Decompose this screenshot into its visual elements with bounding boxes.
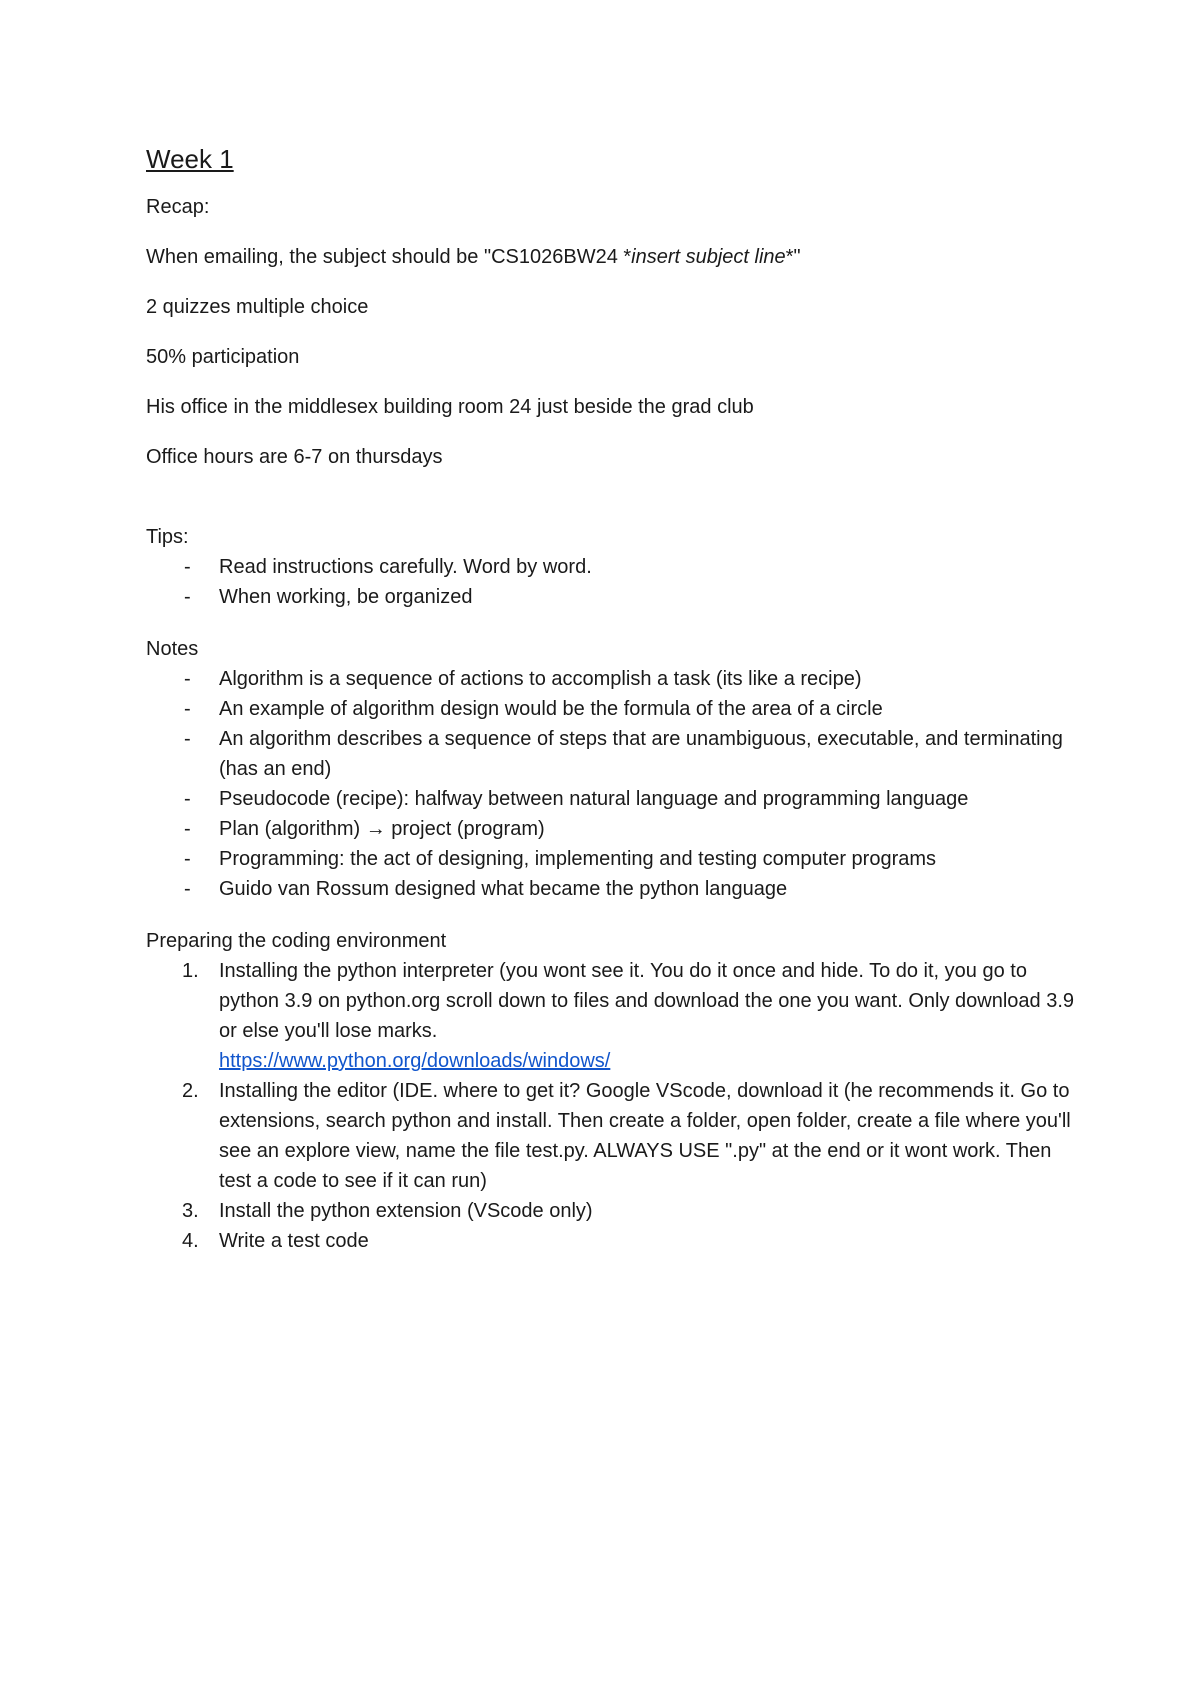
list-item (146, 874, 1076, 904)
list-item-text: Plan (algorithm) → project (program) (219, 818, 545, 840)
recap-item: Office hours are 6-7 on thursdays (146, 446, 443, 468)
dash-marker: - (184, 556, 191, 578)
list-item (146, 956, 1076, 1076)
list-item (146, 724, 1076, 784)
dash-marker: - (184, 698, 191, 720)
dash-marker: - (184, 788, 191, 810)
dash-marker: - (184, 878, 191, 900)
list-item (146, 1076, 1076, 1196)
list-item-text: Guido van Rossum designed what became the python language (219, 878, 788, 900)
python-downloads-link[interactable]: https://www.python.org/downloads/windows/ (219, 1050, 611, 1072)
list-item (146, 582, 1076, 612)
list-item-text: Read instructions carefully. Word by word. (219, 556, 592, 578)
notes-label: Notes (146, 638, 199, 660)
recap-item: 2 quizzes multiple choice (146, 296, 369, 318)
recap-item: 50% participation (146, 346, 300, 368)
recap-label: Recap: (146, 196, 210, 218)
list-item (146, 814, 1076, 844)
email-italic: insert subject line (631, 246, 786, 268)
env-list (146, 956, 1076, 1256)
list-item-text: Install the python extension (VScode only) (219, 1200, 593, 1222)
list-item-text: An algorithm describes a sequence of steps that are unambiguous, executable, and terminating (has an end) (219, 728, 1063, 780)
list-item (146, 784, 1076, 814)
tips-list (146, 552, 1076, 612)
document-page (146, 142, 1076, 1256)
list-number: 4. (182, 1230, 199, 1252)
page-title: Week 1 (146, 144, 234, 174)
list-item (146, 664, 1076, 694)
tips-label: Tips: (146, 526, 189, 548)
list-item-text: When working, be organized (219, 586, 473, 608)
list-number: 2. (182, 1080, 199, 1102)
list-item-text: An example of algorithm design would be the formula of the area of a circle (219, 698, 883, 720)
dash-marker: - (184, 728, 191, 750)
list-number: 3. (182, 1200, 199, 1222)
list-item-text: Installing the editor (IDE. where to get it? Google VScode, download it (he recommends it. Go to extensions, search python and install. Then create a folder, open folder, create a file where you'll see an explore view, name the file test.py. ALWAYS USE ".py" at the end or it wont work. Then test a code to see if it can run) (219, 1080, 1071, 1192)
list-item (146, 1196, 1076, 1226)
list-number: 1. (182, 960, 199, 982)
list-item-text: Installing the python interpreter (you wont see it. You do it once and hide. To do it, you go to python 3.9 on python.org scroll down to files and download the one you want. Only download 3.9 or else you'll lose marks. (219, 960, 1075, 1042)
list-item (146, 694, 1076, 724)
dash-marker: - (184, 586, 191, 608)
recap-item: His office in the middlesex building room 24 just beside the grad club (146, 396, 754, 418)
email-suffix: *" (785, 246, 801, 268)
email-subject-note (146, 242, 1076, 272)
dash-marker: - (184, 848, 191, 870)
list-item (146, 844, 1076, 874)
notes-list (146, 664, 1076, 904)
dash-marker: - (184, 668, 191, 690)
list-item-text: Pseudocode (recipe): halfway between natural language and programming language (219, 788, 969, 810)
list-item (146, 552, 1076, 582)
env-label: Preparing the coding environment (146, 930, 447, 952)
list-item-text: Algorithm is a sequence of actions to accomplish a task (its like a recipe) (219, 668, 862, 690)
list-item (146, 1226, 1076, 1256)
email-prefix: When emailing, the subject should be "CS1026BW24 * (146, 246, 632, 268)
list-item-text: Programming: the act of designing, implementing and testing computer programs (219, 848, 937, 870)
dash-marker: - (184, 818, 191, 840)
list-item-text: Write a test code (219, 1230, 369, 1252)
